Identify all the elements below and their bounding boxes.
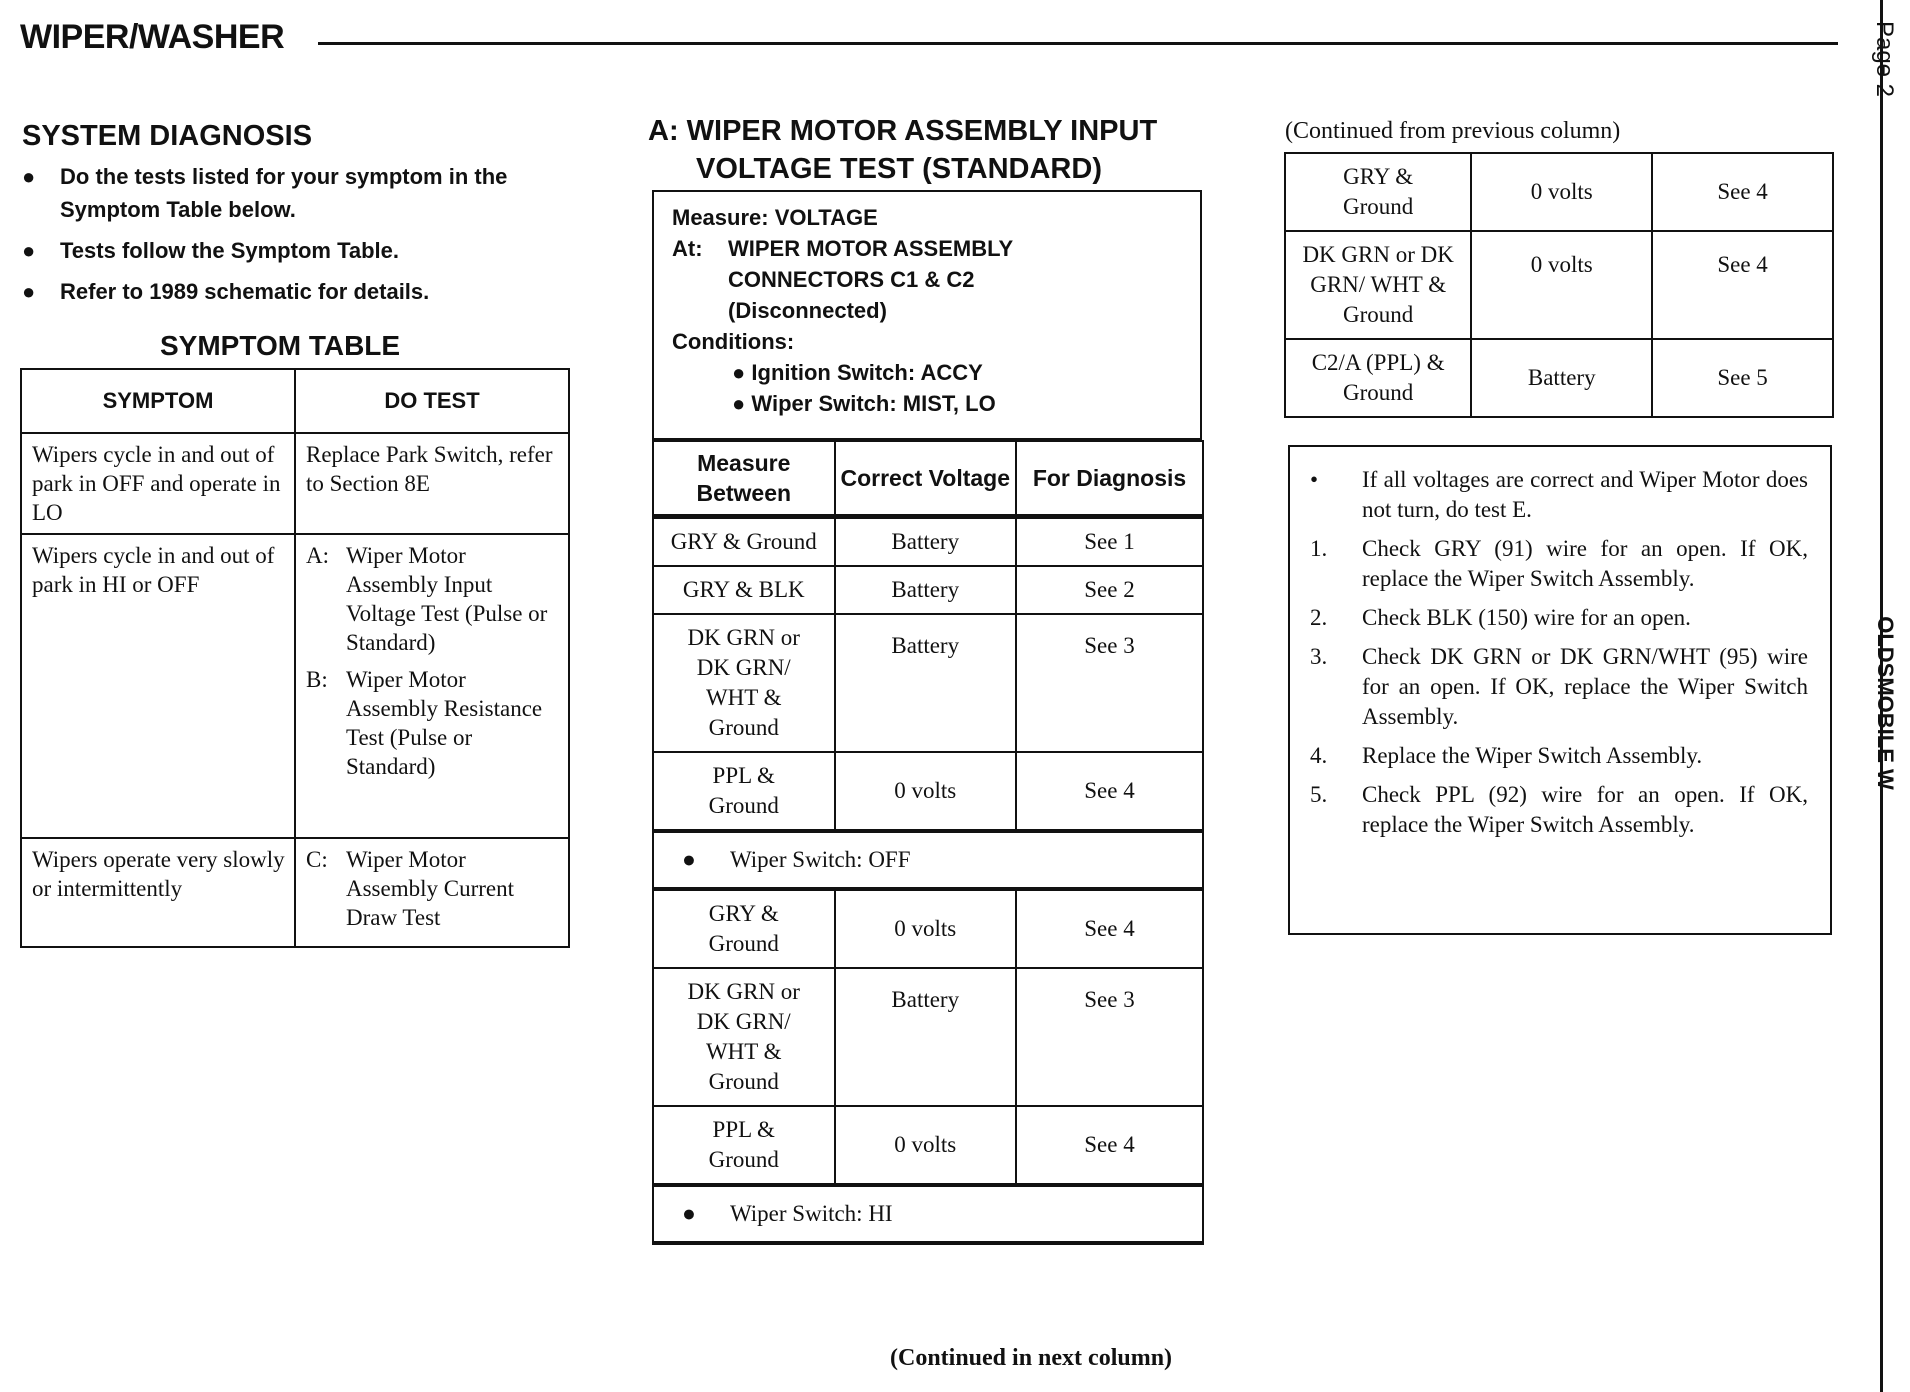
test-text: Wiper Motor Assembly Input Voltage Test (Pulse or Standard): [346, 543, 548, 655]
voltage-cell: Battery: [1471, 339, 1652, 417]
test-a-title: [648, 112, 1157, 188]
test-item: [306, 845, 560, 932]
test-letter: B:: [306, 667, 328, 692]
note-item: [1310, 780, 1808, 840]
instruction-item: [22, 234, 582, 267]
condition-item: [672, 357, 1200, 388]
diagnosis-cell: See 4: [1016, 889, 1203, 968]
note-item: [1310, 642, 1808, 732]
switch-condition-cell: [653, 1185, 1203, 1243]
test-text: Wiper Motor Assembly Resistance Test (Pulse or Standard): [346, 667, 543, 779]
table-row: [653, 752, 1203, 831]
symptom-table-title: SYMPTOM TABLE: [160, 330, 401, 361]
note-text: Check GRY (91) wire for an open. If OK, replace the Wiper Switch Assembly.: [1362, 536, 1808, 591]
diagnosis-cell: See 1: [1016, 517, 1203, 567]
table-row: [21, 838, 569, 947]
bullet-icon: ●: [22, 279, 36, 304]
note-text: If all voltages are correct and Wiper Motor does not turn, do test E.: [1362, 467, 1808, 522]
voltage-cell: 0 volts: [835, 1106, 1017, 1185]
note-number: 3.: [1310, 644, 1328, 669]
note-item: [1310, 603, 1808, 633]
diagnosis-cell: See 3: [1016, 968, 1203, 1106]
continued-voltage-table: [1284, 152, 1834, 418]
condition-item: [672, 388, 1200, 419]
bullet-icon: •: [1310, 467, 1319, 492]
voltage-cell: 0 volts: [1471, 231, 1652, 339]
instruction-item: [22, 160, 582, 226]
test-cell: Replace Park Switch, refer to Section 8E: [295, 433, 569, 534]
diagnosis-cell: See 4: [1652, 231, 1833, 339]
voltage-cell: Battery: [835, 566, 1017, 614]
at-row: [672, 233, 1200, 326]
table-row: [653, 1106, 1203, 1185]
switch-condition-row: [653, 831, 1203, 889]
continued-from-note: (Continued from previous column): [1285, 118, 1621, 144]
note-text: Check BLK (150) wire for an open.: [1362, 605, 1691, 630]
voltage-test-table: [652, 440, 1204, 1245]
header-rule: [318, 42, 1838, 45]
at-location: [728, 233, 1013, 326]
test-item: [306, 665, 560, 781]
table-row: [653, 614, 1203, 752]
symptom-cell: Wipers cycle in and out of park in HI or OFF: [21, 534, 295, 838]
page-reference: [1872, 10, 1910, 110]
measure-cell: PPL & Ground: [653, 752, 835, 831]
for-diagnosis-header: For Diagnosis: [1016, 441, 1203, 517]
measure-cell: GRY & Ground: [1285, 153, 1471, 231]
diagnosis-notes: [1288, 445, 1832, 935]
condition-text: Ignition Switch: ACCY: [751, 360, 983, 385]
side-label: [1858, 616, 1910, 820]
measure-cell: GRY & BLK: [653, 566, 835, 614]
symptom-table: [20, 368, 570, 948]
measurement-conditions-box: [652, 190, 1202, 440]
condition-text: Wiper Switch: MIST, LO: [751, 391, 996, 416]
note-text: Check PPL (92) wire for an open. If OK, replace the Wiper Switch Assembly.: [1362, 782, 1808, 837]
note-number: 4.: [1310, 743, 1328, 768]
instruction-list: [22, 160, 582, 316]
side-label-text: OLDSMOBILE W: [1872, 616, 1898, 790]
note-number: 5.: [1310, 782, 1328, 807]
correct-voltage-header: Correct Voltage: [835, 441, 1017, 517]
symptom-cell: Wipers operate very slowly or intermittently: [21, 838, 295, 947]
symptom-cell: Wipers cycle in and out of park in OFF and operate in LO: [21, 433, 295, 534]
switch-condition-text: Wiper Switch: HI: [730, 1201, 893, 1226]
bullet-icon: ●: [732, 391, 746, 416]
switch-condition-row: [653, 1185, 1203, 1243]
switch-condition-cell: [653, 831, 1203, 889]
voltage-cell: 0 volts: [835, 752, 1017, 831]
table-row: [21, 534, 569, 838]
measure-between-header: Measure Between: [653, 441, 835, 517]
voltage-cell: Battery: [835, 968, 1017, 1106]
test-cell: [295, 838, 569, 947]
diagnosis-cell: See 4: [1016, 1106, 1203, 1185]
do-test-header: DO TEST: [295, 369, 569, 433]
bullet-icon: ●: [732, 360, 746, 385]
note-item: [1310, 534, 1808, 594]
diagnosis-cell: See 4: [1652, 153, 1833, 231]
voltage-cell: Battery: [835, 614, 1017, 752]
voltage-cell: Battery: [835, 517, 1017, 567]
measure-cell: GRY & Ground: [653, 517, 835, 567]
continued-note: (Continued in next column): [890, 1345, 1173, 1371]
test-a-title-line: VOLTAGE TEST (STANDARD): [696, 153, 1102, 185]
at-line: CONNECTORS C1 & C2: [728, 267, 975, 292]
bullet-icon: ●: [682, 1201, 696, 1226]
instruction-item: [22, 275, 582, 308]
test-letter: A:: [306, 543, 329, 568]
voltage-cell: 0 volts: [835, 889, 1017, 968]
bullet-icon: ●: [682, 847, 696, 872]
measure-cell: PPL & Ground: [653, 1106, 835, 1185]
system-diagnosis-title: SYSTEM DIAGNOSIS: [22, 120, 313, 152]
symptom-header: SYMPTOM: [21, 369, 295, 433]
test-cell: [295, 534, 569, 838]
at-line: WIPER MOTOR ASSEMBLY: [728, 236, 1014, 261]
note-item: [1310, 741, 1808, 771]
table-row: [1285, 339, 1833, 417]
voltage-cell: 0 volts: [1471, 153, 1652, 231]
instruction-text: Tests follow the Symptom Table.: [60, 238, 400, 263]
bullet-icon: ●: [22, 164, 36, 189]
table-row: [653, 517, 1203, 567]
table-header-row: [21, 369, 569, 433]
note-number: 1.: [1310, 536, 1328, 561]
note-text: Check DK GRN or DK GRN/WHT (95) wire for an open. If OK, replace the Wiper Switch Assembly.: [1362, 644, 1808, 729]
conditions-label: Conditions:: [672, 329, 795, 354]
diagnosis-cell: See 3: [1016, 614, 1203, 752]
at-line: (Disconnected): [728, 298, 887, 323]
diagnosis-cell: See 5: [1652, 339, 1833, 417]
measure-cell: C2/A (PPL) & Ground: [1285, 339, 1471, 417]
table-row: [653, 566, 1203, 614]
instruction-text: Refer to 1989 schematic for details.: [60, 279, 430, 304]
switch-condition-text: Wiper Switch: OFF: [730, 847, 911, 872]
measure-cell: DK GRN or DK GRN/ WHT & Ground: [653, 968, 835, 1106]
note-text: Replace the Wiper Switch Assembly.: [1362, 743, 1703, 768]
page-title: WIPER/WASHER: [20, 18, 285, 56]
note-item: [1310, 465, 1808, 525]
table-row: [1285, 231, 1833, 339]
table-row: [653, 889, 1203, 968]
measure-label: Measure: VOLTAGE: [672, 205, 878, 230]
measure-cell: DK GRN or DK GRN/ WHT & Ground: [653, 614, 835, 752]
page-number: Page 2: [1871, 20, 1899, 98]
diagnosis-cell: See 4: [1016, 752, 1203, 831]
table-row: [1285, 153, 1833, 231]
test-text: Wiper Motor Assembly Current Draw Test: [346, 847, 515, 930]
test-a-title-line: A: WIPER MOTOR ASSEMBLY INPUT: [648, 115, 1158, 147]
note-number: 2.: [1310, 605, 1328, 630]
test-letter: C:: [306, 847, 328, 872]
measure-cell: DK GRN or DK GRN/ WHT & Ground: [1285, 231, 1471, 339]
test-item: [306, 541, 560, 657]
bullet-icon: ●: [22, 238, 36, 263]
table-row: [653, 968, 1203, 1106]
at-label: At:: [672, 236, 703, 261]
table-row: [21, 433, 569, 534]
table-header-row: [653, 441, 1203, 517]
diagnosis-cell: See 2: [1016, 566, 1203, 614]
instruction-text: Do the tests listed for your symptom in the Symptom Table below.: [60, 164, 508, 222]
measure-cell: GRY & Ground: [653, 889, 835, 968]
